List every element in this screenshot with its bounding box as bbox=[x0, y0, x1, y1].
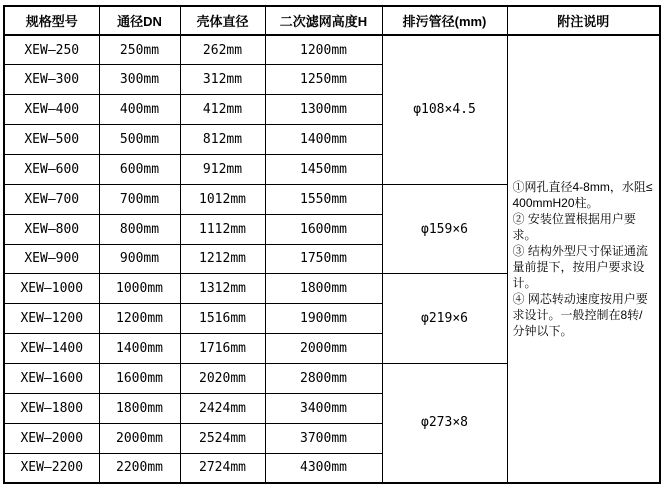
cell-shell: 1212mm bbox=[180, 244, 265, 274]
cell-model: XEW—1000 bbox=[4, 274, 99, 304]
cell-dn: 500mm bbox=[99, 125, 180, 155]
cell-drain-group: φ273×8 bbox=[382, 363, 507, 482]
cell-height: 1400mm bbox=[265, 125, 382, 155]
cell-height: 3700mm bbox=[265, 423, 382, 453]
cell-dn: 2000mm bbox=[99, 423, 180, 453]
cell-model: XEW—400 bbox=[4, 95, 99, 125]
col-header-shell: 壳体直径 bbox=[180, 6, 265, 35]
cell-height: 1550mm bbox=[265, 184, 382, 214]
cell-height: 1900mm bbox=[265, 304, 382, 334]
cell-drain-group: φ159×6 bbox=[382, 184, 507, 274]
cell-shell: 912mm bbox=[180, 154, 265, 184]
cell-model: XEW—1600 bbox=[4, 363, 99, 393]
cell-height: 1200mm bbox=[265, 35, 382, 65]
cell-dn: 600mm bbox=[99, 154, 180, 184]
cell-drain-group: φ108×4.5 bbox=[382, 35, 507, 184]
cell-height: 2000mm bbox=[265, 334, 382, 364]
cell-height: 1250mm bbox=[265, 65, 382, 95]
cell-model: XEW—500 bbox=[4, 125, 99, 155]
cell-model: XEW—700 bbox=[4, 184, 99, 214]
cell-model: XEW—1400 bbox=[4, 334, 99, 364]
cell-shell: 412mm bbox=[180, 95, 265, 125]
col-header-drain: 排污管径(mm) bbox=[382, 6, 507, 35]
cell-height: 1450mm bbox=[265, 154, 382, 184]
cell-dn: 1000mm bbox=[99, 274, 180, 304]
cell-dn: 1400mm bbox=[99, 334, 180, 364]
cell-dn: 1200mm bbox=[99, 304, 180, 334]
cell-dn: 400mm bbox=[99, 95, 180, 125]
cell-dn: 1600mm bbox=[99, 363, 180, 393]
cell-shell: 2724mm bbox=[180, 453, 265, 483]
note-item: ② 安装位置根据用户要求。 bbox=[512, 211, 636, 242]
cell-drain-group: φ219×6 bbox=[382, 274, 507, 364]
cell-model: XEW—900 bbox=[4, 244, 99, 274]
table-row bbox=[4, 35, 660, 65]
cell-shell: 1012mm bbox=[180, 184, 265, 214]
spec-table bbox=[3, 5, 661, 484]
cell-dn: 800mm bbox=[99, 214, 180, 244]
col-header-notes: 附注说明 bbox=[507, 6, 660, 35]
header-row bbox=[4, 6, 660, 35]
note-item: ④ 网芯转动速度按用户要求设计。一般控制在8转/分钟以下。 bbox=[512, 291, 648, 338]
cell-dn: 900mm bbox=[99, 244, 180, 274]
col-header-height: 二次滤网高度H bbox=[265, 6, 382, 35]
cell-shell: 312mm bbox=[180, 65, 265, 95]
cell-dn: 300mm bbox=[99, 65, 180, 95]
cell-height: 2800mm bbox=[265, 363, 382, 393]
cell-shell: 1716mm bbox=[180, 334, 265, 364]
cell-shell: 2524mm bbox=[180, 423, 265, 453]
cell-model: XEW—2000 bbox=[4, 423, 99, 453]
cell-shell: 812mm bbox=[180, 125, 265, 155]
col-header-model: 规格型号 bbox=[4, 6, 99, 35]
cell-model: XEW—300 bbox=[4, 65, 99, 95]
cell-shell: 2424mm bbox=[180, 393, 265, 423]
col-header-dn: 通径DN bbox=[99, 6, 180, 35]
cell-height: 1800mm bbox=[265, 274, 382, 304]
cell-model: XEW—1200 bbox=[4, 304, 99, 334]
cell-dn: 2200mm bbox=[99, 453, 180, 483]
cell-shell: 2020mm bbox=[180, 363, 265, 393]
cell-dn: 700mm bbox=[99, 184, 180, 214]
cell-shell: 1312mm bbox=[180, 274, 265, 304]
cell-notes bbox=[507, 35, 660, 483]
cell-height: 4300mm bbox=[265, 453, 382, 483]
cell-shell: 1112mm bbox=[180, 214, 265, 244]
cell-shell: 1516mm bbox=[180, 304, 265, 334]
cell-shell: 262mm bbox=[180, 35, 265, 65]
cell-height: 1750mm bbox=[265, 244, 382, 274]
cell-dn: 250mm bbox=[99, 35, 180, 65]
cell-dn: 1800mm bbox=[99, 393, 180, 423]
cell-height: 1300mm bbox=[265, 95, 382, 125]
cell-model: XEW—2200 bbox=[4, 453, 99, 483]
cell-height: 1600mm bbox=[265, 214, 382, 244]
note-item: ①网孔直径4-8mm，水阻≤400mmH20柱。 bbox=[512, 179, 653, 210]
cell-height: 3400mm bbox=[265, 393, 382, 423]
cell-model: XEW—1800 bbox=[4, 393, 99, 423]
cell-model: XEW—800 bbox=[4, 214, 99, 244]
cell-model: XEW—600 bbox=[4, 154, 99, 184]
note-item: ③ 结构外型尺寸保证通流量前提下，按用户要求设计。 bbox=[512, 243, 648, 290]
cell-model: XEW—250 bbox=[4, 35, 99, 65]
